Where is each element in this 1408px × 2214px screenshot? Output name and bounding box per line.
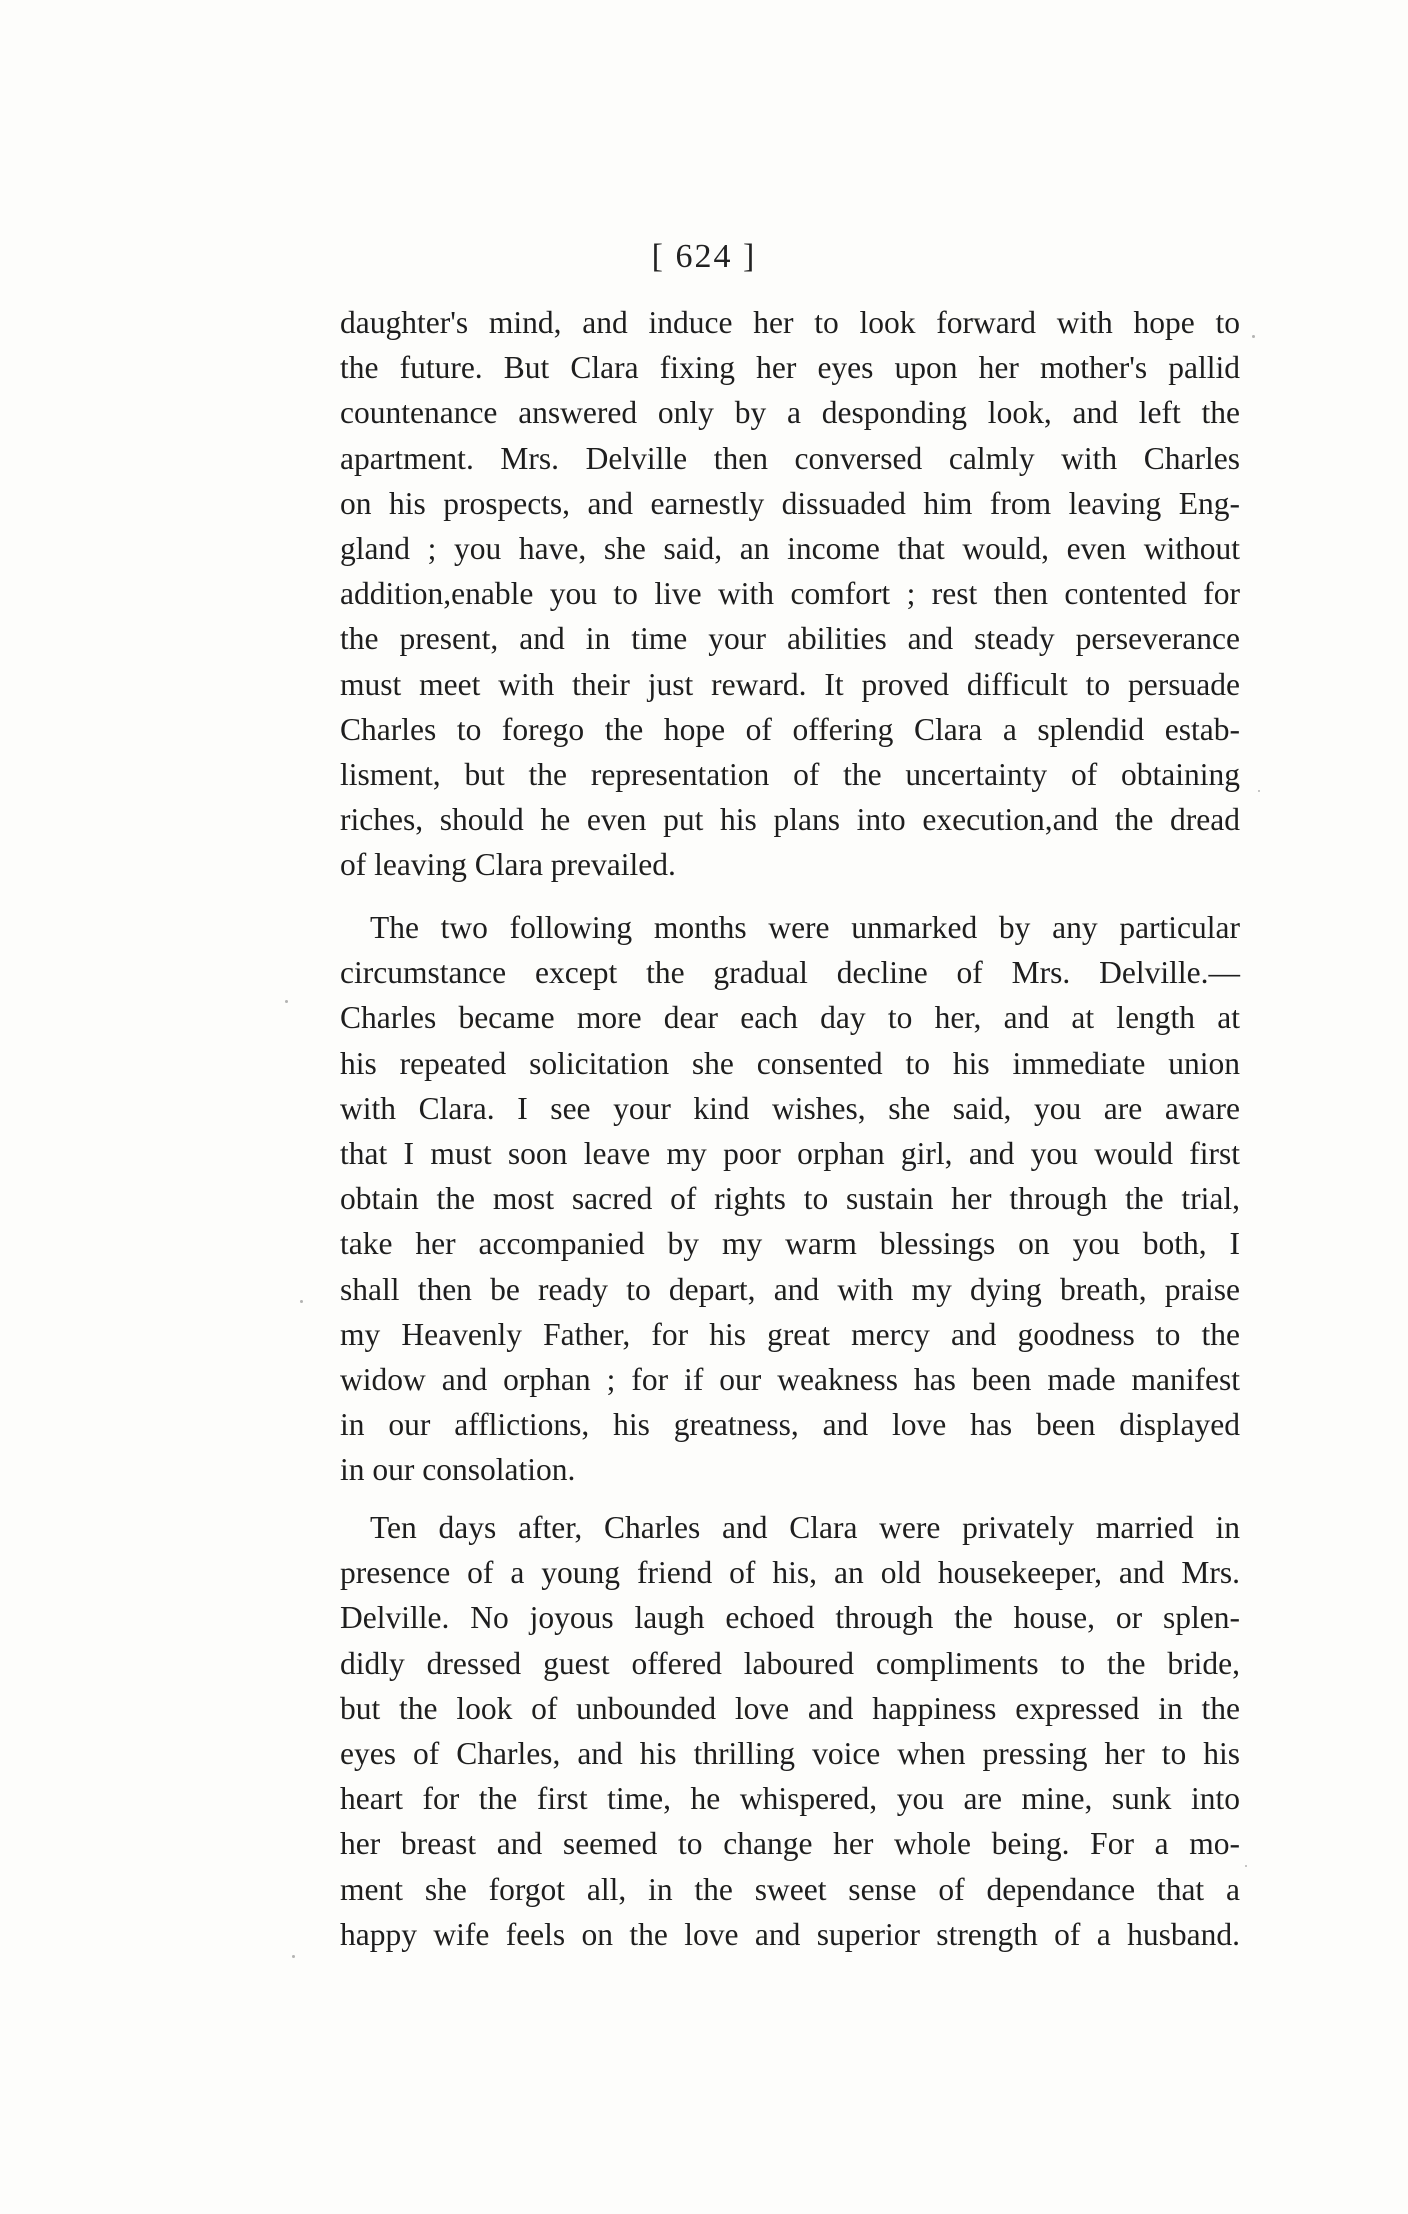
text-line: on his prospects, and earnestly dissuaded him from leaving Eng- (340, 485, 1240, 521)
text-line: Delville. No joyous laugh echoed through the house, or splen- (340, 1600, 1240, 1636)
print-speck (1245, 1865, 1247, 1867)
paragraph-2 (340, 905, 1240, 1492)
text-line: the present, and in time your abilities and steady perseverance (340, 621, 1240, 657)
text-line: countenance answered only by a desponding look, and left the (340, 395, 1240, 431)
text-line: the future. But Clara fixing her eyes upon her mother's pallid (340, 350, 1240, 386)
text-line: daughter's mind, and induce her to look forward with hope to (340, 305, 1240, 340)
text-line: Ten days after, Charles and Clara were privately married in (370, 1510, 1240, 1545)
paragraph-3 (340, 1505, 1240, 1957)
text-line: riches, should he even put his plans into execution,and the dread (340, 802, 1240, 838)
text-line: shall then be ready to depart, and with my dying breath, praise (340, 1271, 1240, 1307)
print-speck (285, 1000, 288, 1003)
text-line: but the look of unbounded love and happiness expressed in the (340, 1690, 1240, 1726)
text-line: gland ; you have, she said, an income that would, even without (340, 530, 1240, 566)
text-line: heart for the first time, he whispered, you are mine, sunk into (340, 1781, 1240, 1817)
text-line: presence of a young friend of his, an old housekeeper, and Mrs. (340, 1555, 1240, 1591)
text-line: Charles to forego the hope of offering Clara a splendid estab- (340, 711, 1240, 747)
page-number-header: [ 624 ] (651, 238, 757, 275)
text-line: ment she forgot all, in the sweet sense of dependance that a (340, 1871, 1240, 1907)
text-line: Charles became more dear each day to her, and at length at (340, 1000, 1240, 1036)
text-line: The two following months were unmarked by any particular (370, 910, 1240, 945)
text-line: must meet with their just reward. It proved difficult to persuade (340, 666, 1240, 702)
text-line: in our consolation. (340, 1452, 576, 1488)
text-line: of leaving Clara prevailed. (340, 847, 676, 883)
print-speck (292, 1955, 295, 1958)
text-line: that I must soon leave my poor orphan girl, and you would first (340, 1135, 1240, 1171)
text-line: didly dressed guest offered laboured compliments to the bride, (340, 1645, 1240, 1681)
text-line: lisment, but the representation of the uncertainty of obtaining (340, 756, 1240, 792)
print-speck (300, 1300, 303, 1303)
text-line: addition,enable you to live with comfort ; rest then contented for (340, 576, 1240, 612)
print-speck (1252, 335, 1255, 338)
text-line: widow and orphan ; for if our weakness has been made manifest (340, 1361, 1240, 1397)
text-line: happy wife feels on the love and superior strength of a husband. (340, 1916, 1240, 1952)
text-line: obtain the most sacred of rights to sustain her through the trial, (340, 1181, 1240, 1217)
text-line: in our afflictions, his greatness, and love has been displayed (340, 1407, 1240, 1443)
text-line: apartment. Mrs. Delville then conversed calmly with Charles (340, 440, 1240, 476)
text-line: circumstance except the gradual decline of Mrs. Delville.— (340, 955, 1240, 991)
text-line: my Heavenly Father, for his great mercy and goodness to the (340, 1316, 1240, 1352)
paragraph-1 (340, 300, 1240, 887)
text-line: her breast and seemed to change her whole being. For a mo- (340, 1826, 1240, 1862)
text-line: eyes of Charles, and his thrilling voice when pressing her to his (340, 1735, 1240, 1771)
text-line: take her accompanied by my warm blessings on you both, I (340, 1226, 1240, 1262)
print-speck (1258, 790, 1260, 792)
text-line: with Clara. I see your kind wishes, she said, you are aware (340, 1090, 1240, 1126)
text-line: his repeated solicitation she consented to his immediate union (340, 1045, 1240, 1081)
